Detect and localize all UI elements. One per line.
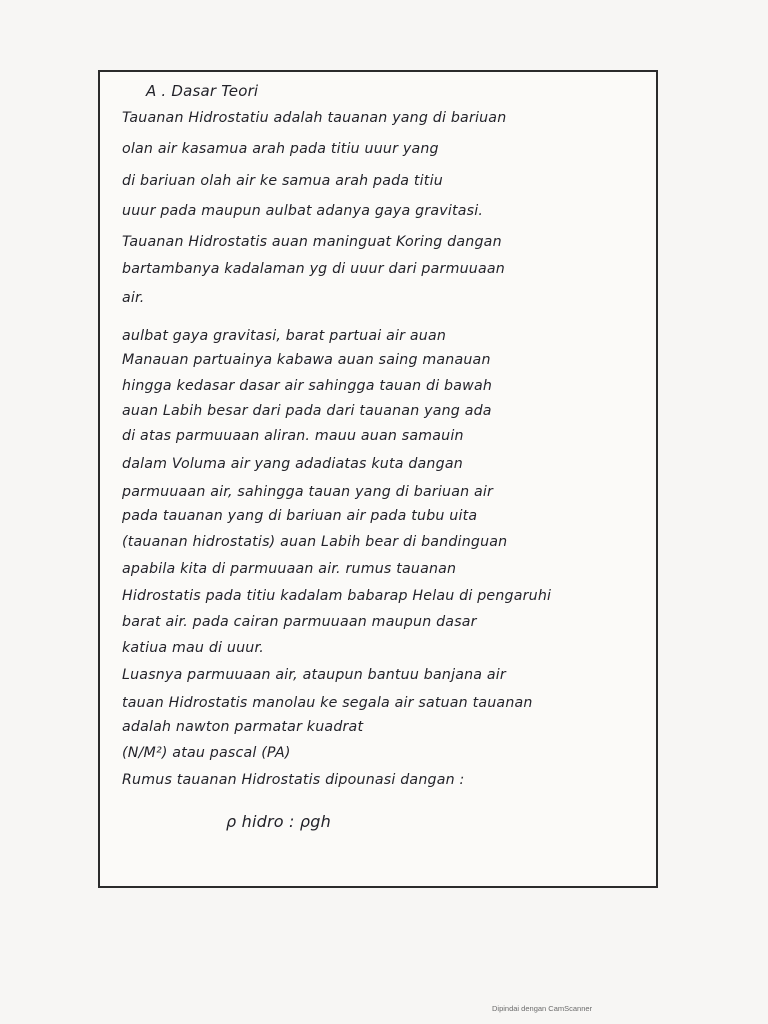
handwritten-page-frame <box>98 70 658 888</box>
text-line: auan Labih besar dari pada dari tauanan yang ada <box>122 403 492 419</box>
text-line: olan air kasamua arah pada titiu uuur yang <box>122 141 439 157</box>
text-line: barat air. pada cairan parmuuaan maupun dasar <box>122 614 477 630</box>
text-line: (N/M²) atau pascal (PA) <box>122 745 291 761</box>
text-line: pada tauanan yang di bariuan air pada tubu uita <box>122 508 478 524</box>
text-line: di atas parmuuaan aliran. mauu auan samauin <box>122 428 464 444</box>
text-line: apabila kita di parmuuaan air. rumus tauanan <box>122 561 457 577</box>
text-line: di bariuan olah air ke samua arah pada titiu <box>122 173 443 189</box>
hydrostatic-formula: ρ hidro : ρgh <box>226 812 331 831</box>
text-line: Tauanan Hidrostatis auan maninguat Koring dangan <box>122 234 502 250</box>
text-line: dalam Voluma air yang adadiatas kuta dangan <box>122 456 463 472</box>
text-line: Luasnya parmuuaan air, ataupun bantuu banjana air <box>122 667 506 683</box>
section-heading: A . Dasar Teori <box>146 82 259 100</box>
text-line: katiua mau di uuur. <box>122 640 264 656</box>
text-line: Rumus tauanan Hidrostatis dipounasi dangan : <box>122 772 465 788</box>
text-line: Tauanan Hidrostatiu adalah tauanan yang di bariuan <box>122 110 507 126</box>
text-line: tauan Hidrostatis manolau ke segala air satuan tauanan <box>122 695 533 711</box>
text-line: bartambanya kadalaman yg di uuur dari parmuuaan <box>122 261 505 277</box>
text-line: hingga kedasar dasar air sahingga tauan di bawah <box>122 378 493 394</box>
text-line: uuur pada maupun aulbat adanya gaya gravitasi. <box>122 203 484 219</box>
text-line: adalah nawton parmatar kuadrat <box>122 719 364 735</box>
text-line: Manauan partuainya kabawa auan saing manauan <box>122 352 491 368</box>
text-line: (tauanan hidrostatis) auan Labih bear di bandinguan <box>122 534 508 550</box>
text-line: air. <box>122 290 145 306</box>
text-line: aulbat gaya gravitasi, barat partuai air auan <box>122 328 447 344</box>
text-line: Hidrostatis pada titiu kadalam babarap Helau di pengaruhi <box>122 588 552 604</box>
text-line: parmuuaan air, sahingga tauan yang di bariuan air <box>122 484 494 500</box>
scanner-watermark: Dipindai dengan CamScanner <box>492 1004 593 1013</box>
